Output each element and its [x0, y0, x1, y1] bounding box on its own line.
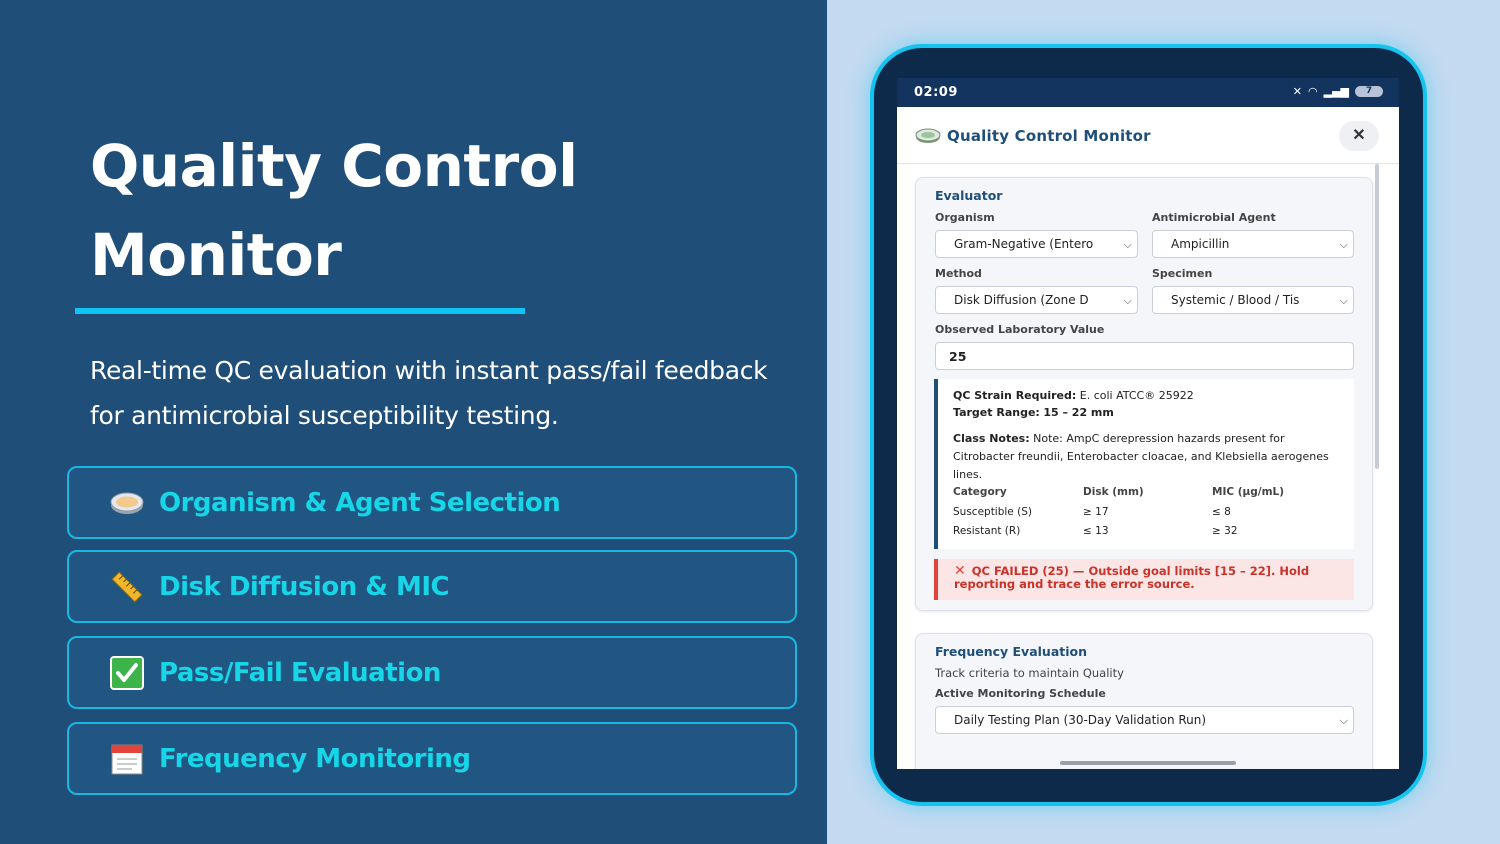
app-header [897, 107, 1399, 164]
scrollbar[interactable] [1375, 164, 1379, 469]
table-cell: Susceptible (S) [953, 505, 1032, 518]
table-cell: ≥ 17 [1083, 505, 1109, 518]
organism-value: Gram-Negative (Entero [954, 237, 1094, 251]
table-header-cell: MIC (µg/mL) [1212, 486, 1285, 498]
specimen-label: Specimen [1152, 267, 1213, 280]
table-cell: ≤ 8 [1212, 505, 1231, 518]
feature-label: Pass/Fail Evaluation [159, 657, 441, 688]
agent-select[interactable] [1152, 230, 1354, 258]
strain-label: QC Strain Required: [953, 389, 1077, 402]
range-label: Target Range: [953, 406, 1040, 419]
check-mark-icon [107, 653, 147, 693]
signal-icon: ▂▄▆ [1323, 85, 1349, 98]
app-title: Quality Control Monitor [947, 127, 1151, 145]
chevron-down-icon: ⌵ [1123, 238, 1132, 251]
feature-disk-mic [67, 550, 797, 623]
strain-line [953, 389, 1194, 402]
evaluator-title: Evaluator [935, 188, 1003, 203]
feature-organism-agent [67, 466, 797, 539]
specimen-value: Systemic / Blood / Tis [1171, 293, 1300, 307]
close-button[interactable]: ✕ [1339, 121, 1379, 151]
table-header-cell: Category [953, 486, 1007, 498]
strain-value: E. coli ATCC® 25922 [1079, 389, 1194, 402]
status-icons [1293, 85, 1383, 98]
table-header [953, 486, 1348, 506]
range-line [953, 406, 1114, 419]
specimen-select[interactable] [1152, 286, 1354, 314]
battery-icon: 7 [1355, 86, 1383, 97]
fail-x-icon: ✕ [954, 563, 966, 579]
method-value: Disk Diffusion (Zone D [954, 293, 1089, 307]
chevron-down-icon: ⌵ [1123, 294, 1132, 307]
frequency-description: Track criteria to maintain Quality [935, 666, 1124, 680]
table-cell: ≥ 32 [1212, 525, 1238, 537]
slide-subtitle: Real-time QC evaluation with instant pass/fail feedback for antimicrobial susceptibility testing. [90, 356, 768, 430]
title-underline [75, 308, 525, 314]
organism-label: Organism [935, 211, 995, 224]
status-time: 02:09 [914, 85, 958, 100]
chevron-down-icon: ⌵ [1339, 714, 1348, 727]
wifi-icon: ◠ [1308, 85, 1318, 98]
table-header-cell: Disk (mm) [1083, 486, 1144, 498]
slide-title: Quality Control Monitor [90, 132, 578, 289]
qc-result-banner [934, 559, 1354, 600]
petri-dish-icon [915, 128, 941, 144]
phone-screen [897, 78, 1399, 769]
range-value: 15 – 22 mm [1043, 406, 1114, 419]
observed-label: Observed Laboratory Value [935, 323, 1105, 336]
schedule-select[interactable] [935, 706, 1354, 734]
ruler-icon [107, 567, 147, 607]
agent-value: Ampicillin [1171, 237, 1230, 251]
class-notes [953, 430, 1348, 484]
breakpoint-table [953, 486, 1348, 545]
feature-label: Organism & Agent Selection [159, 487, 561, 518]
qc-result-text: QC FAILED (25) — Outside goal limits [15 – 22]. Hold reporting and trace the error source. [954, 564, 1310, 591]
evaluator-card [915, 177, 1373, 611]
method-label: Method [935, 267, 982, 280]
chevron-down-icon: ⌵ [1339, 294, 1348, 307]
petri-dish-icon [107, 483, 147, 523]
home-indicator[interactable] [1060, 761, 1236, 765]
calendar-icon [107, 739, 147, 779]
organism-select[interactable] [935, 230, 1138, 258]
table-row [953, 525, 1348, 545]
observed-value-input[interactable]: 25 [935, 342, 1354, 370]
frequency-title: Frequency Evaluation [935, 644, 1088, 659]
feature-label: Frequency Monitoring [159, 743, 471, 774]
agent-label: Antimicrobial Agent [1152, 211, 1276, 224]
schedule-value: Daily Testing Plan (30-Day Validation Run) [954, 713, 1207, 727]
mute-icon: ✕ [1292, 85, 1302, 98]
table-row [953, 506, 1348, 526]
status-bar [897, 78, 1399, 107]
chevron-down-icon: ⌵ [1339, 238, 1348, 251]
frequency-card [915, 633, 1373, 769]
notes-label: Class Notes: [953, 432, 1030, 445]
qc-info-panel [934, 379, 1354, 549]
feature-label: Disk Diffusion & MIC [159, 571, 450, 602]
method-select[interactable] [935, 286, 1138, 314]
table-cell: Resistant (R) [953, 525, 1021, 537]
feature-frequency [67, 722, 797, 795]
schedule-label: Active Monitoring Schedule [935, 687, 1106, 700]
feature-pass-fail [67, 636, 797, 709]
table-cell: ≤ 13 [1083, 525, 1109, 537]
notes-value: Note: AmpC derepression hazards present for Citrobacter freundii, Enterobacter cloacae, and Klebsiella aerogenes lines. [953, 432, 1329, 481]
